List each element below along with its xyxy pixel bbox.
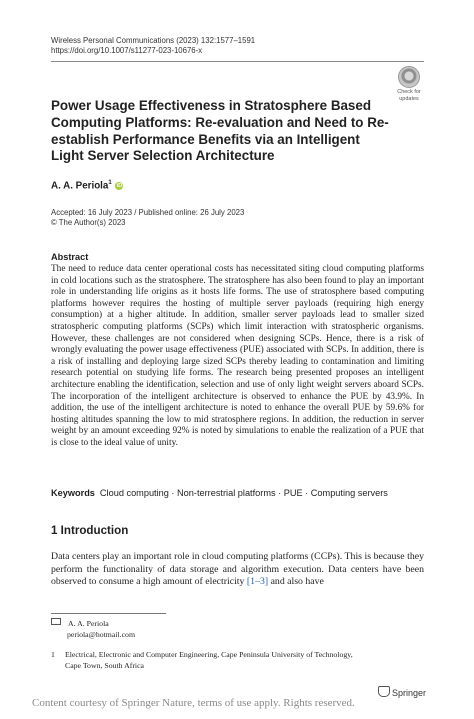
author-name[interactable]: A. A. Periola [51,180,109,192]
badge-text-1: Check for [397,89,421,95]
intro-tail: and also have [268,576,324,588]
citation-link[interactable]: [1–3] [246,576,269,588]
affiliation-line-2: Cape Town, South Africa [65,660,145,670]
journal-header [51,36,255,56]
check-for-updates-badge[interactable] [393,66,425,102]
check-updates-icon [398,66,420,88]
publication-dates [51,208,244,228]
keywords [51,488,388,498]
author-line [51,180,123,191]
affiliation-line-1: Electrical, Electronic and Computer Engineering, Cape Peninsula University of Technology, [65,650,353,659]
corresponding-email[interactable]: periola@hotmail.com [67,629,136,639]
envelope-icon [51,618,61,625]
corresponding-author [51,618,135,640]
section-heading: 1 Introduction [51,524,129,537]
affiliation-number: 1 [51,650,55,659]
corresponding-name: A. A. Periola [68,619,109,628]
keywords-list: Cloud computing · Non-terrestrial platforms · PUE · Computing servers [99,488,388,498]
affiliation-footnote [51,650,353,671]
footnote-divider [51,613,166,614]
publisher-name: Springer [392,688,427,698]
author-affiliation-marker: 1 [108,180,112,186]
abstract-heading: Abstract [51,252,89,262]
publisher-logo [378,686,426,698]
copyright: © The Author(s) 2023 [51,218,126,227]
intro-text: Data centers play an important role in cloud computing platforms (CCPs). This is because they perform the functionality of data storage and algorithm execution. Data centers have been observed to consume a high amount of electricity [51,551,424,588]
accepted-published: Accepted: 16 July 2023 / Published online: 26 July 2023 [51,208,245,217]
badge-text-2: updates [399,96,419,102]
journal-citation: Wireless Personal Communications (2023) 132:1577–1591 [51,36,256,45]
courtesy-notice: Content courtesy of Springer Nature, terms of use apply. Rights reserved. [32,697,355,709]
article-title: Power Usage Effectiveness in Stratosphere Based Computing Platforms: Re-evaluation and Need to Re-establish Performance Benefits via an Intelligent Light Server Selection Architecture [51,98,389,164]
intro-paragraph [51,551,424,589]
doi-link[interactable]: https://doi.org/10.1007/s11277-023-10676-x [51,46,203,55]
keywords-label: Keywords [51,488,95,498]
springer-horse-icon [378,686,390,697]
header-divider [51,61,424,62]
orcid-icon[interactable]: iD [116,183,123,190]
abstract-text: The need to reduce data center operational costs has necessitated siting cloud computing platforms in cold locations such as the stratosphere. The stratosphere has also been found to play an important role in understanding life origins as it hosts life forms. The use of stratosphere based computing platforms however requires the hosting of multiple server payloads (requiring high energy consumption) at a higher altitude. In addition, smaller server payloads lead to smaller sized stratospheric computing platforms (SCPs) which limit interaction with stratospheric organisms. However, these challenges are not considered when designing SCPs. Hence, there is a risk of wrongly evaluating the power usage effectiveness (PUE) associated with SCPs. In addition, there is a risk of installing and deploying large sized SCPs thereby leading to contamination and limiting research potential on studying life forms. The research being presented proposes an intelligent architecture enabling the identification, selection and use of only light weight servers aboard SCPs. The incorporation of the intelligent architecture is observed to enhance the PUE by 43.9%. In addition, the use of the intelligent architecture is noted to enhance the overall PUE by 59.6% for hosting altitudes spanning the low to mid stratosphere regions. In addition, the reduction in server weight by an amount exceeding 92% is noted by simulations to enable the realization of a PUE that is close to the ideal value of unity. [51,264,424,448]
